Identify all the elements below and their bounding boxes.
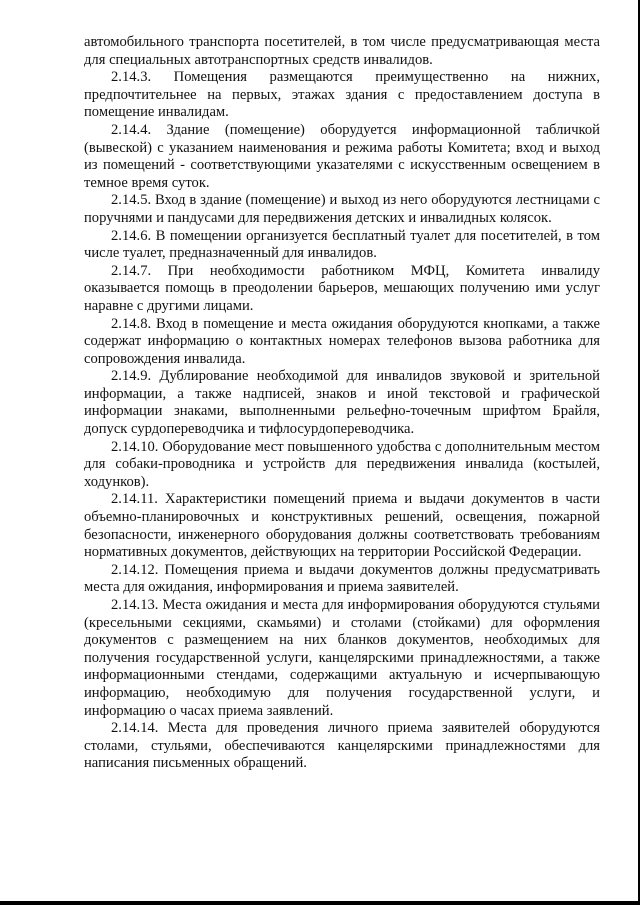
paragraph-2-14-9: 2.14.9. Дублирование необходимой для инвалидов звуковой и зрительной информации, а также надписей, знаков и иной текстовой и графической информации знаками, выполненными рельефно-точечным шрифтом Брайля, допуск сурдопереводчика и тифлосурдопереводчика. <box>84 368 600 438</box>
paragraph-2-14-14: 2.14.14. Места для проведения личного приема заявителей оборудуются столами, стульями, обеспечиваются канцелярскими принадлежностями для написания письменных обращений. <box>84 720 600 772</box>
paragraph-2-14-10: 2.14.10. Оборудование мест повышенного удобства с дополнительным местом для собаки-проводника и устройств для передвижения инвалида (костылей, ходунков). <box>84 438 600 490</box>
paragraph-2-14-5: 2.14.5. Вход в здание (помещение) и выход из него оборудуются лестницами с поручнями и пандусами для передвижения детских и инвалидных колясок. <box>84 192 600 226</box>
paragraph-2-14-6: 2.14.6. В помещении организуется бесплатный туалет для посетителей, в том числе туалет, предназначенный для инвалидов. <box>84 227 600 262</box>
scan-edge-bottom <box>0 901 640 905</box>
paragraph-2-14-13: 2.14.13. Места ожидания и места для информирования оборудуются стульями (кресельными секциями, скамьями) и столами (стойками) для оформления документов с размещением на них бланков документов, необходимых для получения государственной услуги, канцелярскими принадлежностями, а также информационными стендами, содержащими актуальную и исчерпывающую информацию, необходимую для получения государственной услуги, и информацию о часах приема заявлений. <box>84 597 600 719</box>
paragraph-2-14-8: 2.14.8. Вход в помещение и места ожидания оборудуются кнопками, а также содержат информацию о контактных номерах телефонов вызова работника для сопровождения инвалида. <box>84 315 600 367</box>
paragraph-2-14-7: 2.14.7. При необходимости работником МФЦ, Комитета инвалиду оказывается помощь в преодолении барьеров, мешающих получению ими услуг наравне с другими лицами. <box>84 262 600 314</box>
paragraph-2-14-4: 2.14.4. Здание (помещение) оборудуется информационной табличкой (вывеской) с указанием наименования и режима работы Комитета; вход и выход из помещений - соответствующими указателями с искусственным освещением в темное время суток. <box>84 121 600 191</box>
paragraph-continuation: автомобильного транспорта посетителей, в том числе предусматривающая места для специальных автотранспортных средств инвалидов. <box>84 34 600 68</box>
paragraph-2-14-3: 2.14.3. Помещения размещаются преимущественно на нижних, предпочтительнее на первых, этажах здания с предоставлением доступа в помещение инвалидам. <box>84 69 600 121</box>
paragraph-2-14-11: 2.14.11. Характеристики помещений приема и выдачи документов в части объемно-планировочных и конструктивных решений, освещения, пожарной безопасности, инженерного оборудования должны соответствовать требованиям нормативных документов, действующих на территории Российской Федерации. <box>84 491 600 561</box>
document-page <box>84 34 600 773</box>
paragraph-2-14-12: 2.14.12. Помещения приема и выдачи документов должны предусматривать места для ожидания, информирования и приема заявителей. <box>84 561 600 596</box>
